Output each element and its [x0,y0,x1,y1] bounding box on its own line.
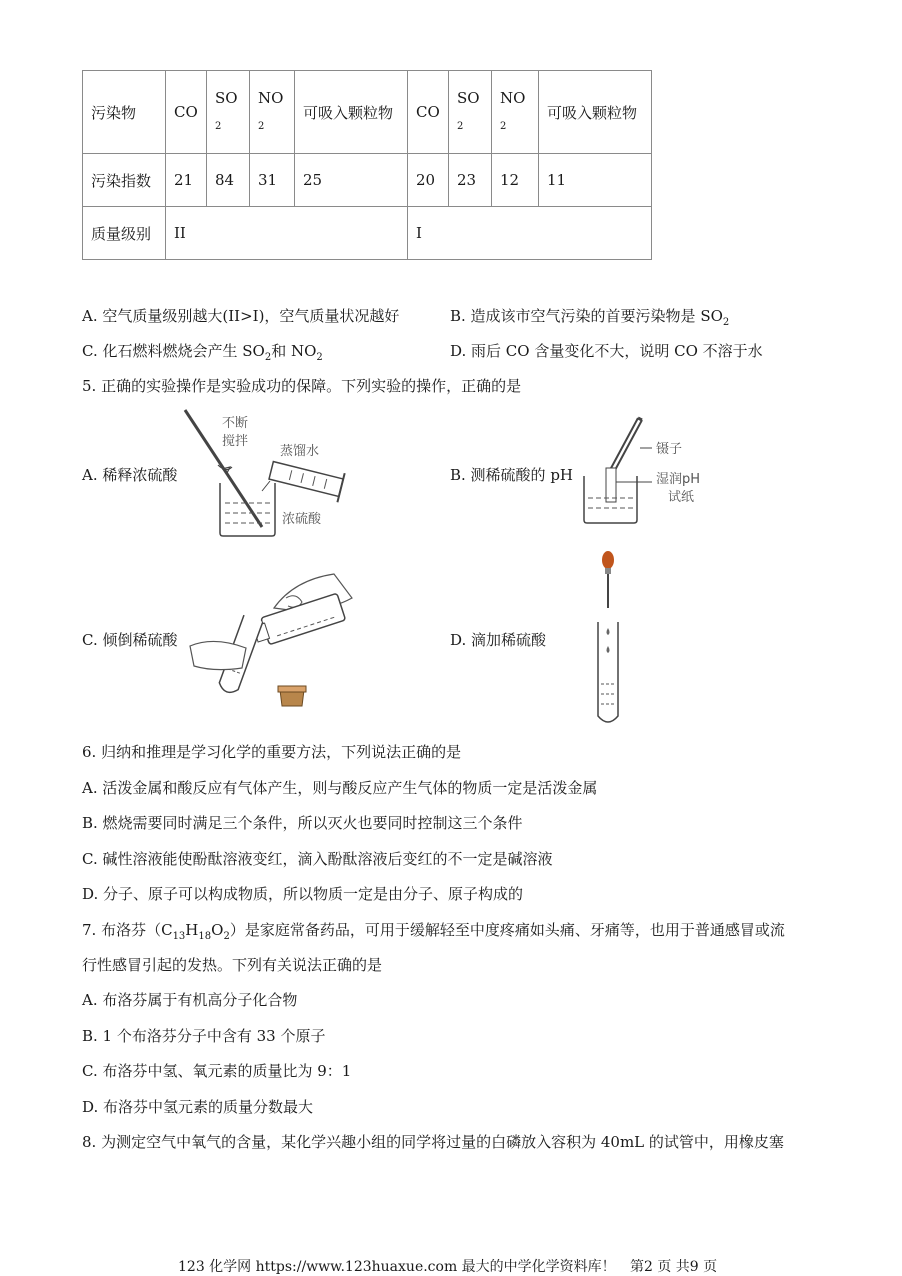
label-stirring-2: 搅拌 [222,434,249,449]
table-cell: NO 2 [492,71,539,154]
table-cell: 可吸入颗粒物 [539,71,652,154]
table-cell: 污染指数 [83,154,166,207]
dilution-figure [180,405,380,540]
q7-option-c: C. 布洛芬中氢、氧元素的质量比为 9：1 [82,1062,352,1080]
pouring-figure [184,568,364,708]
table-cell: 25 [295,154,408,207]
q8-stem: 8. 为测定空气中氧气的含量，某化学兴趣小组的同学将过量的白磷放入容积为 40mL 的试管中，用橡皮塞 [82,1133,784,1151]
tweezers-icon [610,418,642,472]
table-cell: 12 [492,154,539,207]
test-tube-icon [598,622,618,722]
table-cell: 84 [207,154,250,207]
pollution-table [82,70,652,260]
q6-option-c: C. 碱性溶液能使酚酞溶液变红，滴入酚酞溶液后变红的不一定是碱溶液 [82,850,553,868]
q6-option-b: B. 燃烧需要同时满足三个条件，所以灭火也要同时控制这三个条件 [82,814,523,832]
footer-site: 123 化学网 https://www.123huaxue.com 最大的中学化学资料库！ [178,1259,616,1275]
table-cell: 23 [449,154,492,207]
hand-icon [190,641,246,669]
graduated-cylinder-icon [268,456,345,503]
q7-option-b: B. 1 个布洛芬分子中含有 33 个原子 [82,1027,326,1045]
q5-option-a: A. 稀释浓硫酸 [82,466,178,484]
table-cell: II [166,207,408,260]
q5-option-c: C. 倾倒稀硫酸 [82,631,178,649]
q5-stem: 5. 正确的实验操作是实验成功的保障。下列实验的操作，正确的是 [82,377,522,395]
beaker-icon [220,483,275,536]
label-tweezers: 镊子 [656,442,683,457]
q7-stem-line2: 行性感冒引起的发热。下列有关说法正确的是 [82,956,383,974]
table-cell: 质量级别 [83,207,166,260]
table-cell: 31 [250,154,295,207]
q6-option-d: D. 分子、原子可以构成物质，所以物质一定是由分子、原子构成的 [82,885,524,903]
table-row [83,71,652,154]
q4-option-c: C. 化石燃料燃烧会产生 $SO_2$和 $NO_2$ [82,342,323,363]
label-wet-ph: 湿润pH [656,472,701,487]
table-cell: I [408,207,652,260]
q4-option-b: B. 造成该市空气污染的首要污染物是 $SO_2$ [450,307,730,328]
ph-paper-icon [606,468,616,502]
table-cell: CO [166,71,207,154]
table-cell: 21 [166,154,207,207]
label-distilled-water: 蒸馏水 [280,444,320,459]
q4-option-a: A. 空气质量级别越大(II>I)，空气质量状况越好 [82,307,400,325]
table-cell: SO 2 [207,71,250,154]
table-row [83,154,652,207]
label-conc-acid: 浓硫酸 [282,512,322,527]
q4-option-d: D. 雨后 CO 含量变化不大，说明 CO 不溶于水 [450,342,763,360]
table-cell: 20 [408,154,449,207]
dropper-bulb-icon [602,551,614,569]
table-cell: 可吸入颗粒物 [295,71,408,154]
footer-page-number: 第2 页 共9 页 [630,1259,718,1275]
q6-stem: 6. 归纳和推理是学习化学的重要方法，下列说法正确的是 [82,743,462,761]
label-stirring-1: 不断 [222,416,249,431]
ph-test-figure [580,410,730,530]
table-cell: 污染物 [83,71,166,154]
table-cell: NO 2 [250,71,295,154]
dropper-figure [588,548,628,728]
table-cell: CO [408,71,449,154]
table-row [83,207,652,260]
q7-option-d: D. 布洛芬中氢元素的质量分数最大 [82,1098,314,1116]
q7-option-a: A. 布洛芬属于有机高分子化合物 [82,991,298,1009]
q5-option-d: D. 滴加稀硫酸 [450,631,547,649]
q5-option-b: B. 测稀硫酸的 pH [450,466,574,484]
q6-option-a: A. 活泼金属和酸反应有气体产生，则与酸反应产生气体的物质一定是活泼金属 [82,779,598,797]
q7-stem: 7. 布洛芬$(C_{13}H_{18}O_2)$是家庭常备药品，可用于缓解轻至中度疼痛如头痛、牙痛等，也用于普通感冒或流 [82,921,785,942]
table-cell: SO 2 [449,71,492,154]
label-paper: 试纸 [668,490,695,505]
table-cell: 11 [539,154,652,207]
